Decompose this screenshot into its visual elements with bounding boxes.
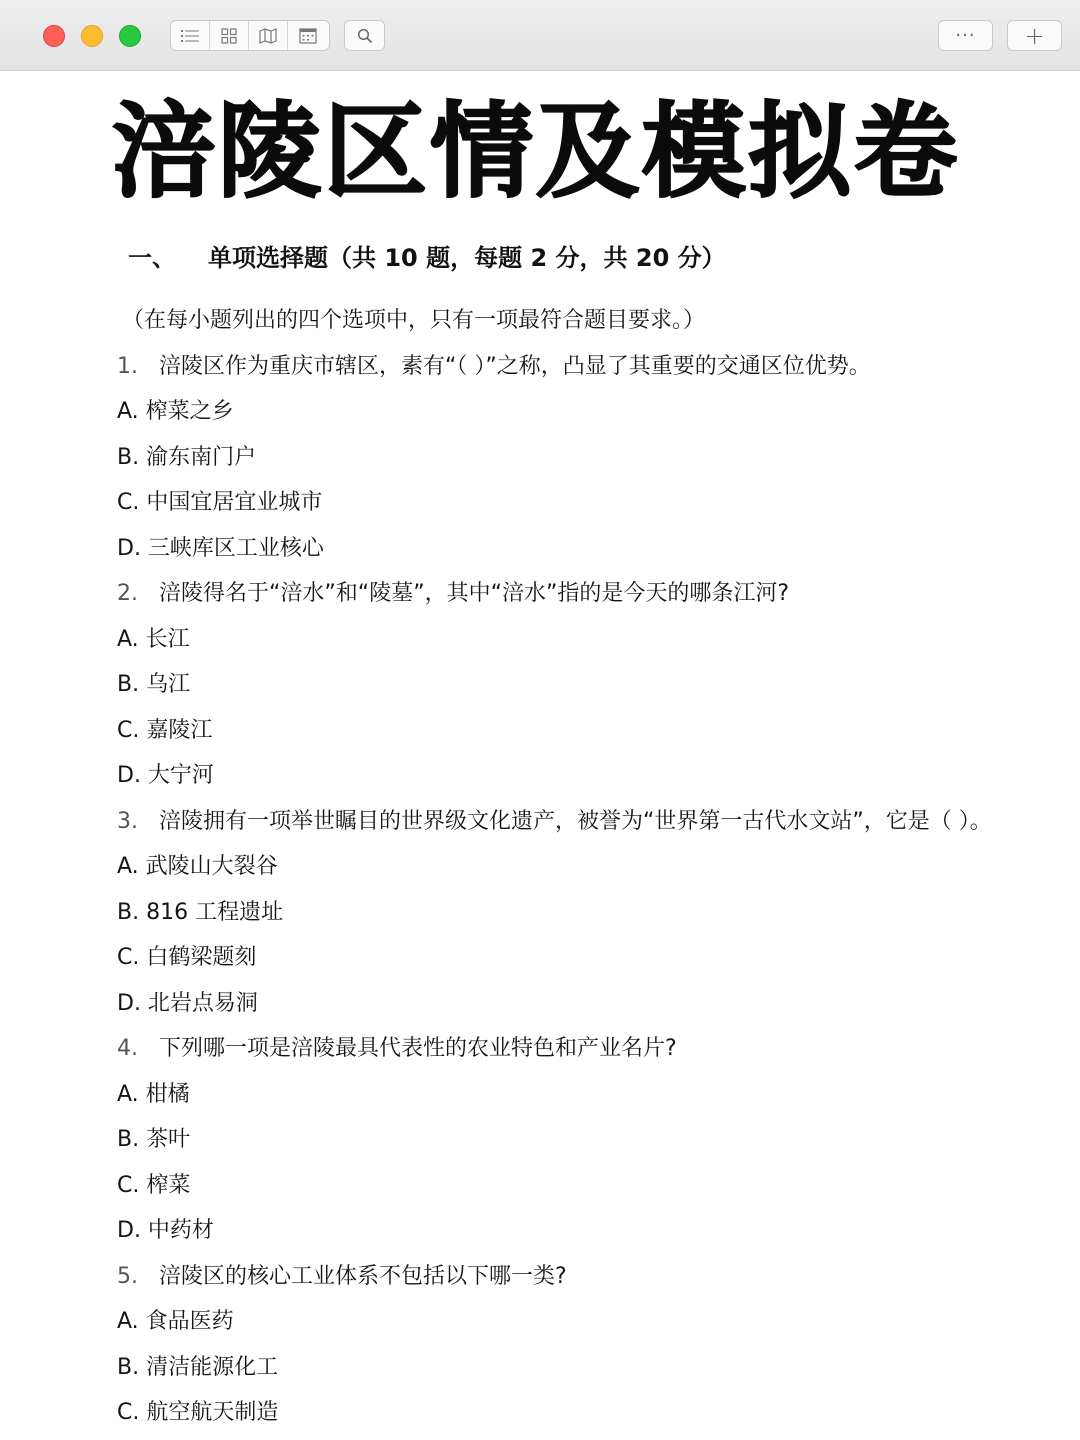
question-text: 涪陵区作为重庆市辖区，素有“（ ）”之称，凸显了其重要的交通区位优势。 [159,354,871,379]
question-5 [117,1262,567,1292]
instruction-text: （在每小题列出的四个选项中，只有一项最符合题目要求。） [122,308,706,333]
question-number: 3. [117,809,138,834]
add-button[interactable] [1007,20,1062,51]
option-1c: C. 中国宜居宜业城市 [117,490,323,515]
question-text: 涪陵拥有一项举世瞩目的世界级文化遗产，被誉为“世界第一古代水文站”，它是（ ）。 [159,809,992,834]
question-text: 涪陵得名于“涪水”和“陵墓”，其中“涪水”指的是今天的哪条江河? [159,581,790,606]
maximize-window-button[interactable] [119,25,141,47]
grid-icon [221,28,237,44]
option-4d: D. 中药材 [117,1218,214,1243]
question-3 [117,807,992,837]
question-number: 2. [117,581,138,606]
option-3a: A. 武陵山大裂谷 [117,854,278,879]
question-text: 下列哪一项是涪陵最具代表性的农业特色和产业名片? [159,1036,677,1061]
more-button[interactable] [938,20,993,51]
option-3b: B. 816 工程遗址 [117,900,284,925]
option-5b: B. 清洁能源化工 [117,1355,279,1380]
option-1b: B. 渝东南门户 [117,445,257,470]
section-heading [128,238,726,273]
map-icon [259,28,277,44]
close-window-button[interactable] [43,25,65,47]
option-3d: D. 北岩点易洞 [117,991,258,1016]
option-1a: A. 榨菜之乡 [117,399,234,424]
option-4c: C. 榨菜 [117,1173,191,1198]
section-heading-text: 单项选择题（共 10 题，每题 2 分，共 20 分） [208,244,726,272]
option-2a: A. 长江 [117,627,190,652]
document-page [0,71,1080,1440]
list-view-button[interactable] [171,21,210,50]
question-number: 1. [117,354,138,379]
question-1 [117,352,871,382]
question-2 [117,579,789,609]
window-titlebar [0,0,1080,71]
option-2c: C. 嘉陵江 [117,718,213,743]
calendar-icon [299,28,317,44]
option-1d: D. 三峡库区工业核心 [117,536,324,561]
option-2d: D. 大宁河 [117,763,214,788]
question-number: 4. [117,1036,138,1061]
search-icon [357,28,373,44]
page-title: 涪陵区情及模拟卷 [112,92,960,212]
option-4a: A. 柑橘 [117,1082,190,1107]
minimize-window-button[interactable] [81,25,103,47]
option-4b: B. 茶叶 [117,1127,191,1152]
question-number: 5. [117,1264,138,1289]
option-5c: C. 航空航天制造 [117,1400,279,1425]
view-mode-switcher [170,20,330,51]
list-icon [181,29,199,43]
option-3c: C. 白鹤梁题刻 [117,945,257,970]
grid-view-button[interactable] [210,21,249,50]
option-2b: B. 乌江 [117,672,191,697]
map-view-button[interactable] [249,21,288,50]
question-text: 涪陵区的核心工业体系不包括以下哪一类? [159,1264,567,1289]
search-button[interactable] [344,20,385,51]
option-5a: A. 食品医药 [117,1309,234,1334]
section-number: 一、 [128,244,176,272]
more-icon: ··· [955,25,976,46]
question-4 [117,1034,677,1064]
plus-icon: + [1024,21,1045,50]
calendar-view-button[interactable] [288,21,327,50]
